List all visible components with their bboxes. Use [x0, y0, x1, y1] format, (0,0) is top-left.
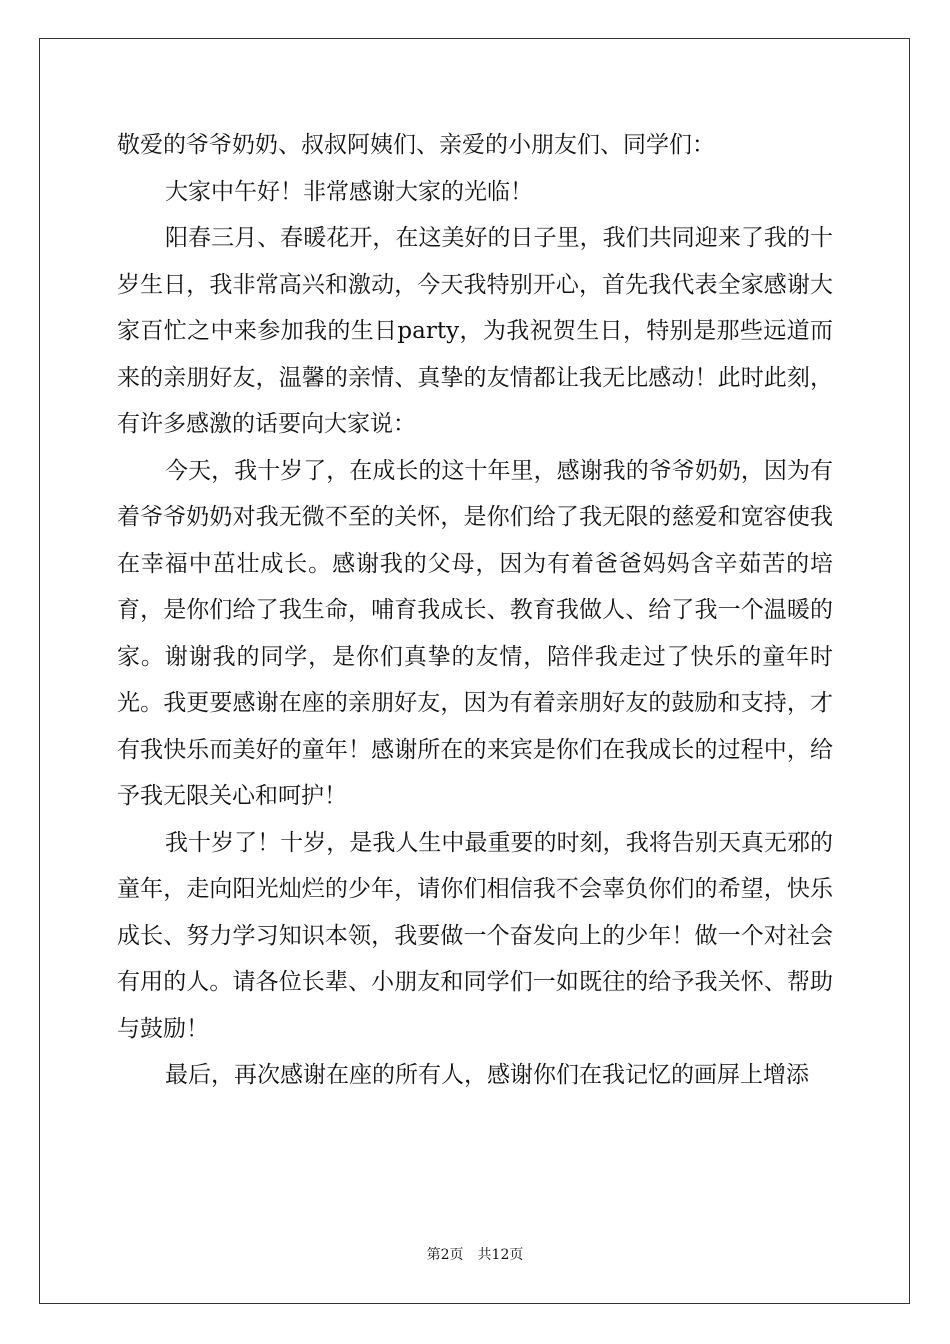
- paragraph-promise: 我十岁了！十岁，是我人生中最重要的时刻，我将告别天真无邪的童年，走向阳光灿烂的少年，请你们相信我不会辜负你们的希望，快乐成长、努力学习知识本领，我要做一个奋发向上的少年！做一个对社会有用的人。请各位长辈、小朋友和同学们一如既往的给予我关怀、帮助与鼓励！: [117, 829, 833, 1042]
- salutation: 敬爱的爷爷奶奶、叔叔阿姨们、亲爱的小朋友们、同学们：: [117, 132, 715, 158]
- paragraph-greeting: 大家中午好！非常感谢大家的光临！: [165, 178, 533, 205]
- paragraph-closing: 最后，再次感谢在座的所有人，感谢你们在我记忆的画屏上增添: [165, 1062, 809, 1088]
- paragraph-intro: 阳春三月、春暖花开，在这美好的日子里，我们共同迎来了我的十岁生日，我非常高兴和激动，今天我特别开心，首先我代表全家感谢大家百忙之中来参加我的生日party，为我祝贺生日，特别是那些远道而来的亲朋好友，温馨的亲情、真挚的友情都让我无比感动！此时此刻，有许多感激的话要向大家说：: [117, 225, 833, 437]
- page-number: 第2页: [426, 1247, 464, 1263]
- paragraph-thanks: 今天，我十岁了，在成长的这十年里，感谢我的爷爷奶奶，因为有着爷爷奶奶对我无微不至的关怀，是你们给了我无限的慈爱和宽容使我在幸福中茁壮成长。感谢我的父母，因为有着爸爸妈妈含辛茹苦的培育，是你们给了我生命，哺育我成长、教育我做人、给了我一个温暖的家。谢谢我的同学，是你们真挚的友情，陪伴我走过了快乐的童年时光。我更要感谢在座的亲朋好友，因为有着亲朋好友的鼓励和支持，才有我快乐而美好的童年！感谢所在的来宾是你们在我成长的过程中，给予我无限关心和呵护！: [117, 457, 833, 809]
- document-body: [117, 122, 833, 1099]
- page-total: 共12页: [477, 1247, 524, 1263]
- page-footer: [0, 1244, 950, 1264]
